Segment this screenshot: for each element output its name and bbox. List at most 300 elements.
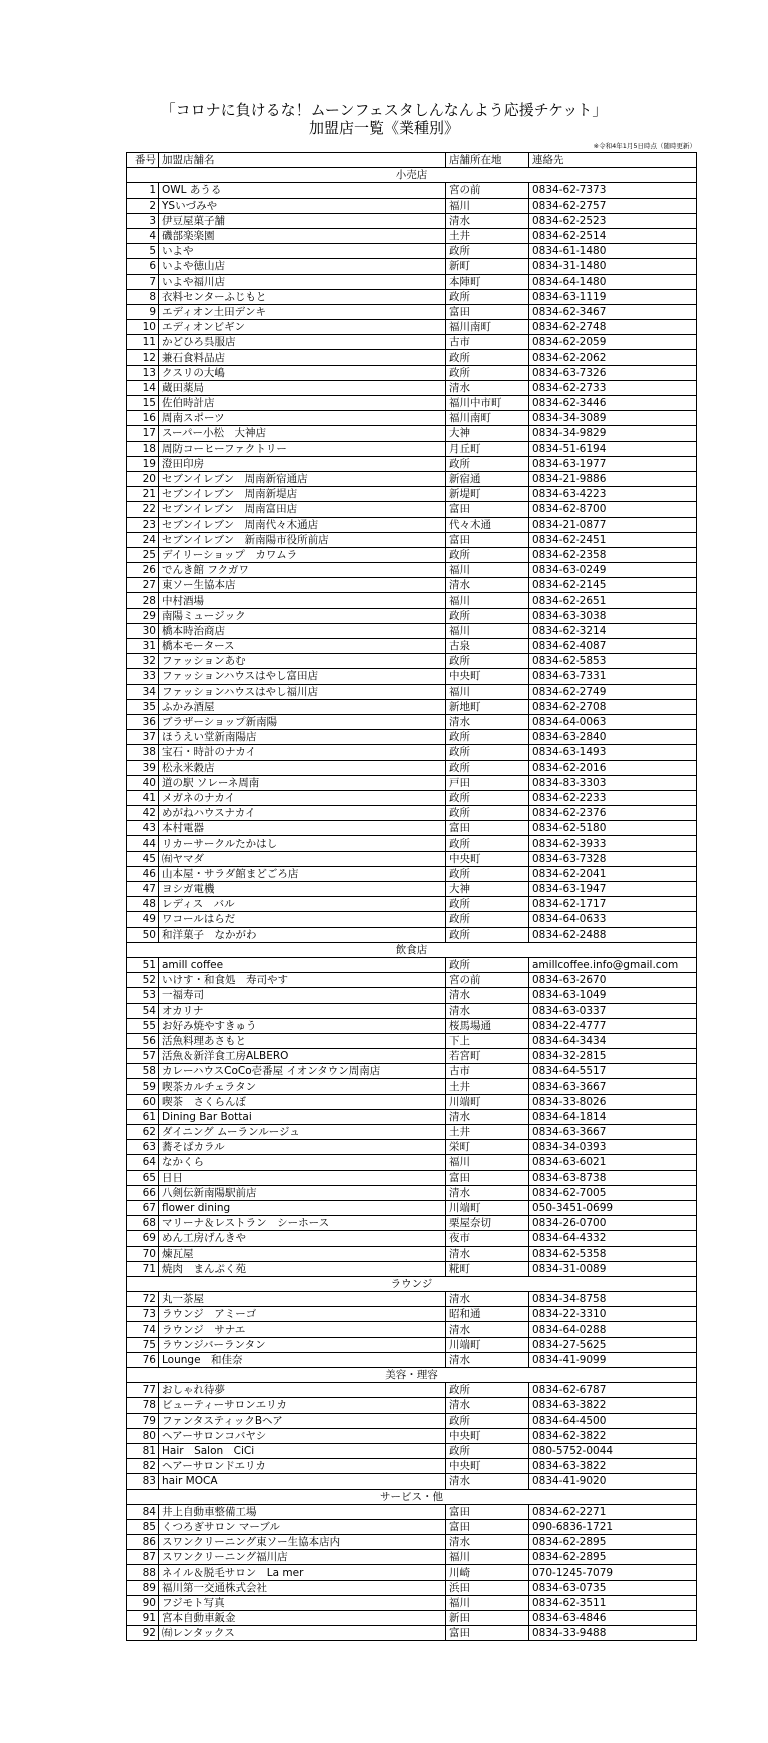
store-name: ダイニング ムーランルージュ <box>159 1125 446 1140</box>
store-number: 20 <box>127 471 159 486</box>
table-row <box>127 821 697 836</box>
store-location: 政所 <box>446 760 529 775</box>
table-row <box>127 426 697 441</box>
store-location: 新堤町 <box>446 487 529 502</box>
store-location: 代々木通 <box>446 517 529 532</box>
store-contact: 0834-62-5180 <box>529 821 697 836</box>
category-label: ラウンジ <box>127 1276 697 1291</box>
store-name: リカーサークルたかはし <box>159 836 446 851</box>
store-number: 44 <box>127 836 159 851</box>
category-row <box>127 1489 697 1504</box>
store-contact: 0834-63-1493 <box>529 745 697 760</box>
store-location: 政所 <box>446 244 529 259</box>
store-location: 政所 <box>446 1413 529 1428</box>
table-row <box>127 639 697 654</box>
store-contact: 0834-62-7005 <box>529 1185 697 1200</box>
store-contact: 0834-63-4223 <box>529 487 697 502</box>
table-row <box>127 1246 697 1261</box>
table-row <box>127 927 697 942</box>
store-name: 蔵田薬局 <box>159 380 446 395</box>
table-row <box>127 1170 697 1185</box>
store-number: 23 <box>127 517 159 532</box>
store-contact: 0834-41-9099 <box>529 1352 697 1367</box>
store-name: 宝石・時計のナカイ <box>159 745 446 760</box>
table-row <box>127 1155 697 1170</box>
store-name: 本村電器 <box>159 821 446 836</box>
table-row <box>127 335 697 350</box>
store-number: 80 <box>127 1428 159 1443</box>
store-contact: 0834-62-2748 <box>529 320 697 335</box>
store-name: オカリナ <box>159 1003 446 1018</box>
store-location: 清水 <box>446 1185 529 1200</box>
store-name: めがねハウスナカイ <box>159 806 446 821</box>
store-contact: 0834-63-3822 <box>529 1398 697 1413</box>
store-number: 77 <box>127 1383 159 1398</box>
store-number: 91 <box>127 1611 159 1626</box>
store-number: 1 <box>127 183 159 198</box>
store-name: 中村酒場 <box>159 593 446 608</box>
store-contact: 0834-34-3089 <box>529 411 697 426</box>
store-contact: 0834-22-4777 <box>529 1018 697 1033</box>
table-row <box>127 1216 697 1231</box>
store-number: 56 <box>127 1033 159 1048</box>
store-contact: 0834-34-8758 <box>529 1292 697 1307</box>
table-row <box>127 593 697 608</box>
store-name: 焼肉 まんぷく苑 <box>159 1261 446 1276</box>
store-location: 政所 <box>446 745 529 760</box>
table-row <box>127 957 697 972</box>
store-location: 清水 <box>446 1003 529 1018</box>
store-name: エディオン土田デンキ <box>159 304 446 319</box>
table-row <box>127 1474 697 1489</box>
store-number: 14 <box>127 380 159 395</box>
store-number: 79 <box>127 1413 159 1428</box>
store-name: レディス バル <box>159 897 446 912</box>
table-row <box>127 1337 697 1352</box>
store-location: 月丘町 <box>446 441 529 456</box>
store-name: ヘアーサロンドエリカ <box>159 1459 446 1474</box>
store-location: 政所 <box>446 730 529 745</box>
store-location: 政所 <box>446 365 529 380</box>
store-contact: 0834-62-2488 <box>529 927 697 942</box>
store-name: セブンイレブン 周南新宿通店 <box>159 471 446 486</box>
table-row <box>127 790 697 805</box>
store-name: セブンイレブン 新南陽市役所前店 <box>159 532 446 547</box>
store-contact: 0834-62-6787 <box>529 1383 697 1398</box>
table-row <box>127 471 697 486</box>
store-number: 22 <box>127 502 159 517</box>
store-contact: 0834-63-1977 <box>529 456 697 471</box>
store-number: 81 <box>127 1443 159 1458</box>
store-contact: 0834-63-2670 <box>529 973 697 988</box>
table-row <box>127 973 697 988</box>
store-location: 福川南町 <box>446 320 529 335</box>
store-location: 川端町 <box>446 1094 529 1109</box>
store-name: スーパー小松 大神店 <box>159 426 446 441</box>
table-row <box>127 304 697 319</box>
table-row <box>127 836 697 851</box>
store-contact: 090-6836-1721 <box>529 1519 697 1534</box>
table-row <box>127 274 697 289</box>
store-name: ㈲ヤマダ <box>159 851 446 866</box>
store-location: 清水 <box>446 714 529 729</box>
store-location: 宮の前 <box>446 183 529 198</box>
store-location: 栗屋奈切 <box>446 1216 529 1231</box>
table-row <box>127 897 697 912</box>
store-location: 古市 <box>446 335 529 350</box>
store-number: 62 <box>127 1125 159 1140</box>
store-contact: 080-5752-0044 <box>529 1443 697 1458</box>
store-name: フジモト写真 <box>159 1595 446 1610</box>
store-location: 土井 <box>446 1125 529 1140</box>
store-name: 伊豆屋菓子舗 <box>159 213 446 228</box>
store-name: 澄田印房 <box>159 456 446 471</box>
update-note: ※令和4年1月5日時点（随時更新） <box>593 142 696 150</box>
table-row <box>127 198 697 213</box>
store-location: 新町 <box>446 259 529 274</box>
store-contact: 0834-62-2233 <box>529 790 697 805</box>
store-location: 戸田 <box>446 775 529 790</box>
store-number: 86 <box>127 1535 159 1550</box>
store-number: 85 <box>127 1519 159 1534</box>
store-location: 政所 <box>446 806 529 821</box>
store-name: 周防コーヒーファクトリー <box>159 441 446 456</box>
store-name: いよや福川店 <box>159 274 446 289</box>
store-name: いけす・和食処 寿司やす <box>159 973 446 988</box>
store-location: 政所 <box>446 912 529 927</box>
store-name: amill coffee <box>159 957 446 972</box>
store-location: 清水 <box>446 1292 529 1307</box>
store-contact: 0834-62-3933 <box>529 836 697 851</box>
store-number: 70 <box>127 1246 159 1261</box>
store-contact: 0834-62-2895 <box>529 1550 697 1565</box>
table-row <box>127 1003 697 1018</box>
store-location: 下上 <box>446 1033 529 1048</box>
table-row <box>127 1398 697 1413</box>
category-label: 美容・理容 <box>127 1368 697 1383</box>
store-name: ラウンジ アミーゴ <box>159 1307 446 1322</box>
table-row <box>127 1504 697 1519</box>
store-contact: 0834-62-2062 <box>529 350 697 365</box>
store-name: セブンイレブン 周南富田店 <box>159 502 446 517</box>
store-contact: 0834-62-2708 <box>529 699 697 714</box>
store-name: エディオンビギン <box>159 320 446 335</box>
store-name: 南陽ミュージック <box>159 608 446 623</box>
store-name: クスリの大嶋 <box>159 365 446 380</box>
store-number: 90 <box>127 1595 159 1610</box>
store-number: 27 <box>127 578 159 593</box>
store-location: 大神 <box>446 426 529 441</box>
table-row <box>127 213 697 228</box>
store-location: 福川 <box>446 623 529 638</box>
store-number: 33 <box>127 669 159 684</box>
store-name: 周南スポーツ <box>159 411 446 426</box>
store-number: 66 <box>127 1185 159 1200</box>
store-name: ほうえい堂新南陽店 <box>159 730 446 745</box>
store-number: 73 <box>127 1307 159 1322</box>
table-row <box>127 350 697 365</box>
store-number: 37 <box>127 730 159 745</box>
store-contact: 0834-63-2840 <box>529 730 697 745</box>
store-name: 蕎そばカラル <box>159 1140 446 1155</box>
store-location: 古泉 <box>446 639 529 654</box>
store-name: ビューティーサロンエリカ <box>159 1398 446 1413</box>
store-name: でんき館 フクガワ <box>159 563 446 578</box>
table-row <box>127 806 697 821</box>
store-name: 兼石食料品店 <box>159 350 446 365</box>
store-name: デイリーショップ カワムラ <box>159 547 446 562</box>
store-location: 清水 <box>446 1474 529 1489</box>
store-location: 土井 <box>446 228 529 243</box>
store-location: 新田 <box>446 1611 529 1626</box>
store-number: 57 <box>127 1049 159 1064</box>
store-number: 84 <box>127 1504 159 1519</box>
store-location: 福川 <box>446 1155 529 1170</box>
table-row <box>127 623 697 638</box>
store-location: 川端町 <box>446 1200 529 1215</box>
table-row <box>127 1109 697 1124</box>
store-number: 15 <box>127 396 159 411</box>
table-row <box>127 487 697 502</box>
table-row <box>127 502 697 517</box>
store-location: 富田 <box>446 304 529 319</box>
store-contact: 0834-51-6194 <box>529 441 697 456</box>
table-header-row <box>127 153 697 168</box>
store-location: 政所 <box>446 836 529 851</box>
store-name: ファッションハウスはやし富田店 <box>159 669 446 684</box>
store-contact: 0834-62-2757 <box>529 198 697 213</box>
store-name: なかくら <box>159 1155 446 1170</box>
table-row <box>127 1185 697 1200</box>
store-number: 34 <box>127 684 159 699</box>
store-number: 71 <box>127 1261 159 1276</box>
store-contact: 0834-62-2895 <box>529 1535 697 1550</box>
table-row <box>127 228 697 243</box>
store-name: いよや徳山店 <box>159 259 446 274</box>
store-name: 井上自動車整備工場 <box>159 1504 446 1519</box>
store-contact: 0834-63-1049 <box>529 988 697 1003</box>
store-location: 若宮町 <box>446 1049 529 1064</box>
store-number: 92 <box>127 1626 159 1641</box>
store-name: hair MOCA <box>159 1474 446 1489</box>
store-location: 糀町 <box>446 1261 529 1276</box>
store-location: 富田 <box>446 1519 529 1534</box>
store-contact: 070-1245-7079 <box>529 1565 697 1580</box>
store-name: かどひろ呉服店 <box>159 335 446 350</box>
store-location: 桜馬場通 <box>446 1018 529 1033</box>
store-contact: amillcoffee.info@gmail.com <box>529 957 697 972</box>
store-name: ラウンジバーランタン <box>159 1337 446 1352</box>
store-number: 74 <box>127 1322 159 1337</box>
table-row <box>127 1125 697 1140</box>
table-row <box>127 517 697 532</box>
table-row <box>127 775 697 790</box>
table-row <box>127 866 697 881</box>
store-number: 64 <box>127 1155 159 1170</box>
store-number: 24 <box>127 532 159 547</box>
store-number: 82 <box>127 1459 159 1474</box>
table-row <box>127 1428 697 1443</box>
store-number: 83 <box>127 1474 159 1489</box>
store-name: 喫茶カルチェラタン <box>159 1079 446 1094</box>
store-contact: 0834-63-7328 <box>529 851 697 866</box>
store-contact: 0834-64-3434 <box>529 1033 697 1048</box>
store-name: セブンイレブン 周南代々木通店 <box>159 517 446 532</box>
store-number: 12 <box>127 350 159 365</box>
store-contact: 0834-64-0288 <box>529 1322 697 1337</box>
store-contact: 0834-62-2041 <box>529 866 697 881</box>
store-name: ブラザーショップ新南陽 <box>159 714 446 729</box>
store-contact: 0834-64-4500 <box>529 1413 697 1428</box>
store-location: 政所 <box>446 957 529 972</box>
store-number: 25 <box>127 547 159 562</box>
store-contact: 0834-63-3822 <box>529 1459 697 1474</box>
store-contact: 0834-63-3038 <box>529 608 697 623</box>
table-row <box>127 1519 697 1534</box>
store-location: 川端町 <box>446 1337 529 1352</box>
store-name: スワンクリーニング東ソー生協本店内 <box>159 1535 446 1550</box>
category-label: 小売店 <box>127 168 697 183</box>
store-contact: 0834-63-7331 <box>529 669 697 684</box>
store-number: 8 <box>127 289 159 304</box>
table-row <box>127 1550 697 1565</box>
store-contact: 0834-62-4087 <box>529 639 697 654</box>
table-row <box>127 244 697 259</box>
table-body <box>127 168 697 1641</box>
store-location: 富田 <box>446 1504 529 1519</box>
table-row <box>127 654 697 669</box>
store-name: 道の駅 ソレーネ周南 <box>159 775 446 790</box>
store-number: 52 <box>127 973 159 988</box>
store-name: 一福寿司 <box>159 988 446 1003</box>
store-location: 清水 <box>446 1535 529 1550</box>
table-row <box>127 1064 697 1079</box>
store-location: 新地町 <box>446 699 529 714</box>
store-contact: 0834-62-8700 <box>529 502 697 517</box>
store-contact: 0834-61-1480 <box>529 244 697 259</box>
store-location: 富田 <box>446 821 529 836</box>
store-contact: 0834-22-3310 <box>529 1307 697 1322</box>
store-number: 2 <box>127 198 159 213</box>
table-row <box>127 1094 697 1109</box>
store-contact: 0834-83-3303 <box>529 775 697 790</box>
table-row <box>127 608 697 623</box>
store-contact: 0834-62-2358 <box>529 547 697 562</box>
store-contact: 0834-63-4846 <box>529 1611 697 1626</box>
table-row <box>127 1580 697 1595</box>
store-contact: 0834-41-9020 <box>529 1474 697 1489</box>
store-number: 59 <box>127 1079 159 1094</box>
header-location: 店舗所在地 <box>446 153 529 168</box>
store-contact: 0834-33-9488 <box>529 1626 697 1641</box>
store-location: 福川中市町 <box>446 396 529 411</box>
store-name: ラウンジ サナエ <box>159 1322 446 1337</box>
store-location: 昭和通 <box>446 1307 529 1322</box>
store-location: 富田 <box>446 532 529 547</box>
store-contact: 0834-62-1717 <box>529 897 697 912</box>
store-number: 10 <box>127 320 159 335</box>
store-contact: 0834-26-0700 <box>529 1216 697 1231</box>
store-number: 38 <box>127 745 159 760</box>
store-number: 78 <box>127 1398 159 1413</box>
store-location: 宮の前 <box>446 973 529 988</box>
table-row <box>127 563 697 578</box>
store-name: 煉瓦屋 <box>159 1246 446 1261</box>
table-row <box>127 532 697 547</box>
store-location: 夜市 <box>446 1231 529 1246</box>
store-name: 和洋菓子 なかがわ <box>159 927 446 942</box>
store-contact: 0834-62-2145 <box>529 578 697 593</box>
store-contact: 0834-62-2016 <box>529 760 697 775</box>
store-number: 55 <box>127 1018 159 1033</box>
store-name: マリーナ＆レストラン シーホース <box>159 1216 446 1231</box>
store-number: 58 <box>127 1064 159 1079</box>
store-location: 本陣町 <box>446 274 529 289</box>
store-contact: 0834-63-3667 <box>529 1125 697 1140</box>
store-contact: 0834-62-2733 <box>529 380 697 395</box>
store-number: 35 <box>127 699 159 714</box>
store-contact: 0834-62-3511 <box>529 1595 697 1610</box>
store-contact: 0834-21-0877 <box>529 517 697 532</box>
store-number: 32 <box>127 654 159 669</box>
category-row <box>127 1276 697 1291</box>
store-number: 72 <box>127 1292 159 1307</box>
store-location: 富田 <box>446 1626 529 1641</box>
category-label: 飲食店 <box>127 942 697 957</box>
table-row <box>127 1079 697 1094</box>
store-number: 76 <box>127 1352 159 1367</box>
store-contact: 0834-62-3214 <box>529 623 697 638</box>
store-number: 30 <box>127 623 159 638</box>
category-row <box>127 1368 697 1383</box>
store-list-table <box>126 152 697 1641</box>
table-row <box>127 882 697 897</box>
store-contact: 0834-63-0735 <box>529 1580 697 1595</box>
store-number: 43 <box>127 821 159 836</box>
store-contact: 0834-63-0249 <box>529 563 697 578</box>
store-name: Lounge 和佳奈 <box>159 1352 446 1367</box>
store-contact: 0834-31-0089 <box>529 1261 697 1276</box>
store-contact: 0834-63-1947 <box>529 882 697 897</box>
store-contact: 0834-62-2749 <box>529 684 697 699</box>
store-location: 中央町 <box>446 669 529 684</box>
store-number: 46 <box>127 866 159 881</box>
table-row <box>127 684 697 699</box>
document-title: 「コロナに負けるな！ムーンフェスタしんなんよう応援チケット」 <box>160 101 608 119</box>
store-location: 清水 <box>446 1322 529 1337</box>
store-location: 清水 <box>446 578 529 593</box>
store-name: 山本屋・サラダ館まどごろ店 <box>159 866 446 881</box>
store-name: いよや <box>159 244 446 259</box>
table-row <box>127 1626 697 1641</box>
store-contact: 0834-62-3446 <box>529 396 697 411</box>
table-row <box>127 259 697 274</box>
store-name: Dining Bar Bottai <box>159 1109 446 1124</box>
category-label: サービス・他 <box>127 1489 697 1504</box>
store-number: 60 <box>127 1094 159 1109</box>
store-location: 福川 <box>446 1595 529 1610</box>
table-row <box>127 714 697 729</box>
store-location: 政所 <box>446 547 529 562</box>
document-subtitle: 加盟店一覧《業種別》 <box>308 119 459 137</box>
store-contact: 0834-62-3822 <box>529 1428 697 1443</box>
table-row <box>127 547 697 562</box>
store-number: 63 <box>127 1140 159 1155</box>
store-location: 清水 <box>446 1398 529 1413</box>
store-name: おしゃれ待夢 <box>159 1383 446 1398</box>
store-location: 清水 <box>446 1246 529 1261</box>
store-number: 31 <box>127 639 159 654</box>
